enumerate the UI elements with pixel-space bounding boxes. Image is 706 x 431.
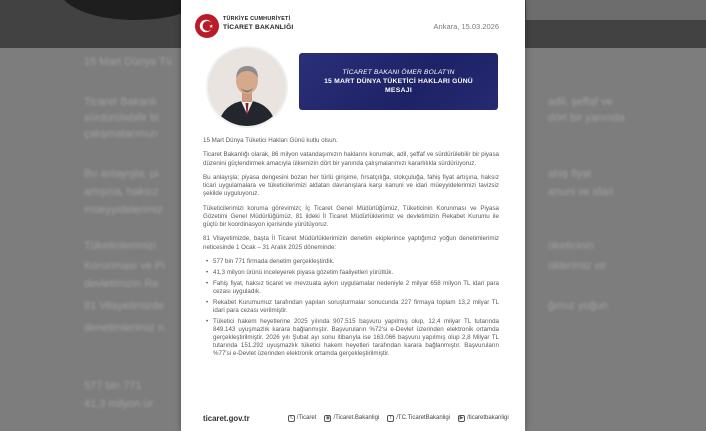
list-item: • Rekabet Kurumumuz tarafından yapılan soruşturmalar sonucunda 227 firmaya toplam 13,2 milyar TL idari para cezası verilmiştir. xyxy=(213,299,499,315)
background-highlight xyxy=(526,0,706,20)
social-label: /Ticaret xyxy=(296,415,317,421)
social-instagram[interactable] xyxy=(324,415,379,422)
social-facebook[interactable] xyxy=(387,415,450,422)
list-item: • 577 bin 771 firmada denetim gerçekleştirdik. xyxy=(213,258,499,266)
background-text: Tüketicilerimizi xyxy=(84,240,157,252)
background-text: 41,3 milyon ür xyxy=(84,398,154,410)
background-text: 15 Mart Dünya Tü xyxy=(84,56,172,68)
org-name-line2: TİCARET BAKANLIĞI xyxy=(223,24,294,31)
banner-line3: MESAJI xyxy=(384,87,413,94)
background-text: denetimlerimiz n xyxy=(84,322,165,334)
background-text: 577 bin 771 xyxy=(84,380,142,392)
press-release-document xyxy=(181,0,525,431)
social-label: /Ticaret.Bakanligi xyxy=(333,415,380,421)
background-text: Ticaret Bakanlı xyxy=(84,96,157,108)
facebook-icon: f xyxy=(387,415,394,422)
x-icon: 𝕏 xyxy=(289,414,294,421)
website-link[interactable]: ticaret.gov.tr xyxy=(203,413,250,423)
background-text: artışına, haksız xyxy=(84,186,159,198)
paragraph: 81 Vilayetimizde, başta İl Ticaret Müdürlüklerimizin denetim ekiplerince yaptığımız yoğun denetimlerimiz neticesinde 1 Ocak – 31 Aralık 2025 döneminde: xyxy=(203,235,499,251)
paragraph: Bu anlayışla; piyasa dengesini bozan her türlü girişime, fırsatçılığa, stokçuluğa, fahiş fiyat artışına, haksız ticari uygulamalara ve tüketicilerimizi aldatan davranışlara karşı kanuni ve idari müeyyidelerimizi tavizsiz şekilde uyguluyoruz. xyxy=(203,173,499,198)
social-x[interactable] xyxy=(288,415,317,422)
list-item: • Tüketici hakem heyetlerine 2025 yılında 907.515 başvuru yapılmış olup, 12,4 milyar TL tutarında 849.143 uyuşmazlık karara bağlanmıştır. Başvuruların %72'si e-Devlet üzerinden elektronik ortamda gerçekleştirilmiştir. 2026 yılı Şubat ayı sonu itibarıyla ise 163.066 başvuru yapılmış olup 2,8 Milyar TL tutarında 151.292 uyuşmazlık tüketici hakem heyetleri tarafından karara bağlanmıştır. Başvuruların %77'si e-Devlet üzerinden elektronik ortamda gerçekleştirilmiştir. xyxy=(213,318,499,359)
background-text: devletimizin Re xyxy=(84,278,159,290)
statistics-list xyxy=(203,258,499,358)
youtube-icon: ▶ xyxy=(459,414,464,421)
paragraph: Ticaret Bakanlığı olarak, 86 milyon vatandaşımızın haklarını korumak, adil, şeffaf ve sürdürülebilir bir piyasa düzenini güçlendirmek amacıyla ülkemizin dört bir yanında çalışmalarımızı kararlılıkla sürdürüyoruz. xyxy=(203,151,499,167)
org-name-line1: TÜRKİYE CUMHURİYETİ xyxy=(223,16,291,22)
crescent-star-icon xyxy=(198,17,216,35)
background-text: ğımız yoğun xyxy=(548,300,608,312)
background-text: ahiş fiyat xyxy=(548,168,592,180)
social-label: /ticaretbakanligi xyxy=(467,415,509,421)
background-text: anuni ve idari xyxy=(548,186,614,198)
background-text: üketicinin xyxy=(548,240,594,252)
background-text: dört bir yanında xyxy=(548,112,625,124)
background-text: Korunması ve Pi xyxy=(84,260,165,272)
list-item: • Fahiş fiyat, haksız ticaret ve mevzuata aykırı uygulamalar nedeniyle 2 milyar 658 milyon TL idari para cezası uyguladık. xyxy=(213,280,499,296)
background-text: çalışmalarımızı xyxy=(84,128,158,140)
social-youtube[interactable] xyxy=(458,415,509,422)
list-item: • 41,3 milyon ürünü inceleyerek piyasa gözetim faaliyetleri yürüttük. xyxy=(213,269,499,277)
title-banner xyxy=(299,53,498,110)
background-text: müeyyidelerimiz xyxy=(84,204,163,216)
ministry-logo xyxy=(195,14,219,38)
background-text: sürdürülebilir bi xyxy=(84,112,159,124)
document-footer xyxy=(203,411,509,425)
background-text: üklerimiz ve xyxy=(548,260,607,272)
document-date: Ankara, 15.03.2026 xyxy=(433,22,499,31)
background-text: adil, şeffaf ve xyxy=(548,96,613,108)
paragraph: Tüketicilerimizi koruma görevimizi; İç Ticaret Genel Müdürlüğümüz, Tüketicinin Korunması ve Piyasa Gözetimi Genel Müdürlüğümüz, 81 ildeki İl Ticaret Müdürlüklerimiz ve devletimizin Rekabet Kurumu ile güçlü bir koordinasyon içerisinde yürütüyoruz. xyxy=(203,204,499,229)
background-text: Bu anlayışla; pi xyxy=(84,168,159,180)
minister-portrait xyxy=(206,46,288,128)
paragraph: 15 Mart Dünya Tüketici Hakları Günü kutlu olsun. xyxy=(203,137,338,144)
banner-line1: TİCARET BAKANI ÖMER BOLAT'IN xyxy=(342,69,455,76)
background-text: 81 Vilayetimizde xyxy=(84,300,164,312)
banner-line2: 15 MART DÜNYA TÜKETİCİ HAKLARI GÜNÜ xyxy=(324,78,473,85)
instagram-icon: ◉ xyxy=(325,414,331,421)
message-body xyxy=(203,137,499,361)
social-label: /TC.TicaretBakanligi xyxy=(396,415,451,421)
